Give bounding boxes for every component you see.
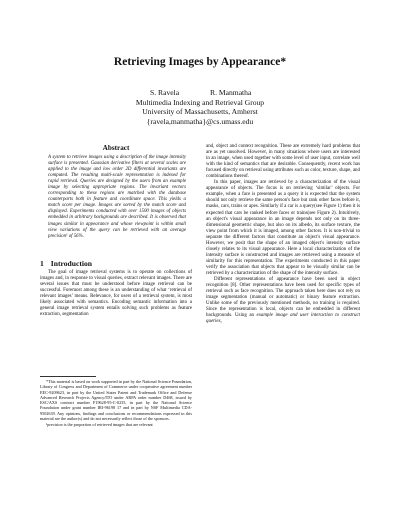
abstract-heading: Abstract xyxy=(102,144,130,152)
section-heading-introduction xyxy=(40,259,192,268)
right-paragraph-1: and, object and context recognition. These are extremely hard problems that are as yet unsolved. However, in many situations where users are interested in an image, when used together with some level of user input, correlate well with the kind of semantics that are desirable. Consequently, recent work has focused directly on retrieval using attributes such as color, texture, shape, and combinations thereof. xyxy=(206,144,360,180)
author-name-manmatha: R. Manmatha xyxy=(210,88,252,97)
affiliation-university: University of Massachusetts, Amherst xyxy=(142,107,258,117)
introduction-paragraph: The goal of image retrieval systems is to operate on collections of images and, in response to visual queries, extract relevant images. There are several issues that must be understood before image retrieval can be successful. Foremost among these is an understanding of what ‘retrieval of relevant images’ means. Relevance, for users of a retrieval system, is most likely associated with semantics. Encoding semantic information into a general image retrieval system entails solving such problems as feature extraction, segmentation xyxy=(40,270,192,318)
footnote-funding: *This material is based on work supported in part by the National Science Foundation, Library of Congress and Department of Commerce under cooperative agreement number EEC-9209623, in part by the United States Patent and Trademark Office and Defense Advanced Research Projects Agency/ITO under ARPA order number D468, issued by ESC/AXS contract number F19628-95-C-0235, in part by the National Science Foundation under grant number IRI-96198 17 and in part by NSF Multimedia CDA-9502639. Any opinions, findings and conclusions or recommendations expressed in this material are the author(s) and do not necessarily reflect those of the sponsors. xyxy=(40,379,192,421)
right-paragraph-3-text: Different representations of appearance have been used in object recognition [8]. Other representations have been used for specific types of retrieval such as face recognition. The approach taken here does not rely on image segmentation (manual or automatic) or binary feature extraction. Unlike some of the previously mentioned methods, no training is required. Since the representation is local, objects can be embedded in different backgrounds. Using an xyxy=(206,277,360,319)
right-paragraph-3 xyxy=(206,277,360,325)
right-paragraph-3-italic: example image and user interaction to construct queries, xyxy=(206,313,361,325)
abstract-text: A system to retrieve images using a description of the image intensity surface is presented. Gaussian derivative filters at several scales are applied to the image and low order 2D differential invariants are computed. The resulting multi-scale representation is indexed for rapid retrieval. Queries are designed by the users from an example image by selecting appropriate regions. The invariant vectors corresponding to these regions are matched with the database counterparts both in feature and coordinate space. This yields a match score per image. Images are sorted by the match score and displayed. Experiments conducted with over 1500 images of objects embedded in arbitrary backgrounds are described. It is observed that images similar in appearance and whose viewpoint is within small view variations of the query can be retrieved with an average precision¹ of 56%. xyxy=(48,155,186,239)
right-column xyxy=(206,144,360,325)
author-block xyxy=(0,88,400,126)
section-number: 1 xyxy=(40,259,44,268)
right-paragraph-2: In this paper, images are retrieved by a characterization of the visual appearance of objects. The focus is on retrieving ‘similar’ objects. For example, when a face is presented as a query it is expected that the system should not only retrieve the same person's face but rank other faces before it, masks, cars, trains or apes. Similarly if a car is a query(see Figure 1) then it is expected that cars be ranked before faces or trains(see Figure 2). Intuitively, an object's visual appearance in an image depends not only on its three-dimensional geometric shape, but also on its albedo, its surface texture, the view point from which it is imaged, among other factors. It is non-trivial to separate the different factors that constitute an object's visual appearance. However, we posit that the shape of an imaged object's intensity surface closely relates to its visual appearance. Here a local characterization of the intensity surface is constructed and images are retrieved using a measure of similarity for this representation. The experiments conducted in this paper verify the association that objects that appear to be visually similar can be retrieved by a characterization of the shape of the intensity surface. xyxy=(206,180,360,276)
author-email: {ravela,manmatha}@cs.umass.edu xyxy=(146,116,254,126)
footnotes xyxy=(40,379,192,428)
footnote-rule xyxy=(40,376,96,377)
author-names xyxy=(0,88,400,98)
footnote-precision: ¹precision is the proportion of retrieved images that are relevant xyxy=(46,422,153,427)
paper-title: Retrieving Images by Appearance* xyxy=(113,56,287,68)
affiliation-group: Multimedia Indexing and Retrieval Group xyxy=(135,98,265,107)
section-title-text: Introduction xyxy=(50,259,93,268)
author-name-ravela: S. Ravela xyxy=(150,88,180,97)
